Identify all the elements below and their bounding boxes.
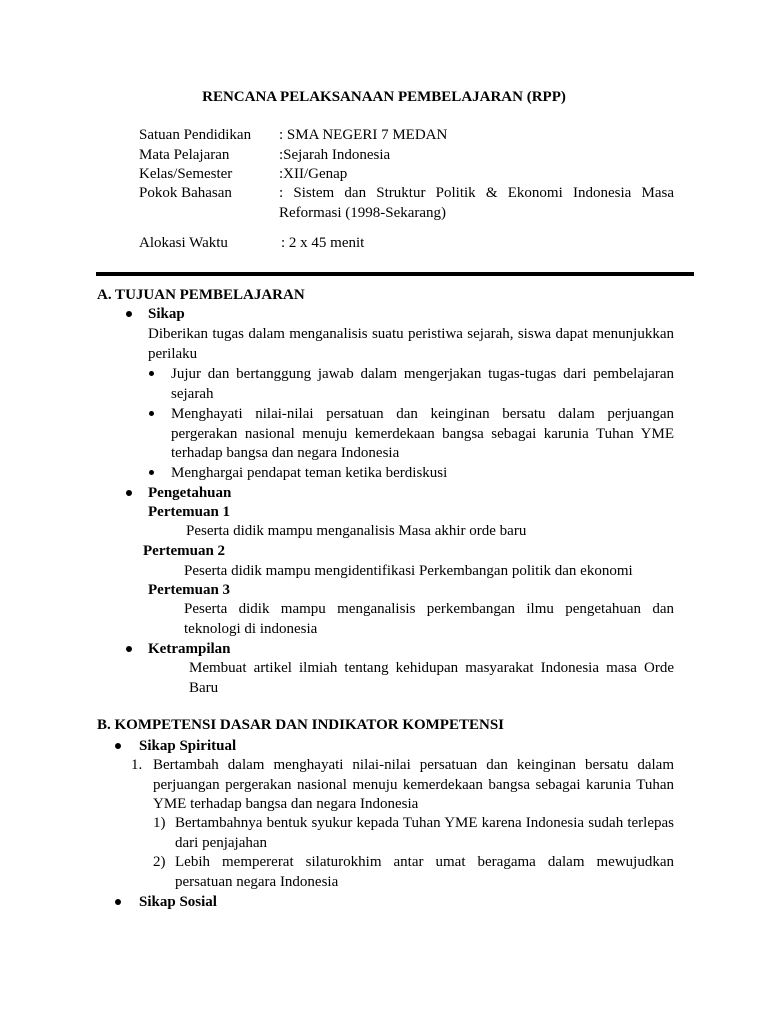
bullet-icon [149, 470, 154, 475]
identity-pokok-label: Pokok Bahasan [139, 185, 232, 201]
pertemuan-3-label: Pertemuan 3 [148, 582, 231, 598]
list-number: 2) [153, 854, 166, 870]
sikap-item: Jujur dan bertanggung jawab dalam mengerjakan tugas-tugas dari pembelajaran sejarah [171, 366, 674, 402]
identity-kelas-label: Kelas/Semester [139, 166, 233, 182]
indicator-text: Bertambahnya bentuk syukur kepada Tuhan YME karena Indonesia sudah terlepas dari penjajahan [175, 815, 674, 851]
list-number: 1) [153, 815, 166, 831]
bullet-icon [126, 311, 132, 317]
spiritual-item-text: Bertambah dalam menghayati nilai-nilai persatuan dan keinginan bersatu dalam perjuangan pergerakan nasional menuju kemerdekaan bangsa sebagai karunia Tuhan YME terhadap bangsa dan negara Indonesia [153, 757, 674, 812]
sikap-label: Sikap [148, 306, 185, 322]
bullet-icon [126, 490, 132, 496]
identity-satuan-value: : SMA NEGERI 7 MEDAN [279, 127, 448, 143]
pertemuan-2-label: Pertemuan 2 [143, 543, 226, 559]
sikap-intro: Diberikan tugas dalam menganalisis suatu peristiwa sejarah, siswa dapat menunjukkan perilaku [148, 326, 674, 362]
section-a-heading: A. TUJUAN PEMBELAJARAN [97, 287, 305, 303]
sikap-spiritual-label: Sikap Spiritual [139, 738, 237, 754]
sikap-item: Menghargai pendapat teman ketika berdiskusi [171, 465, 448, 481]
pengetahuan-label: Pengetahuan [148, 485, 232, 501]
bullet-icon [115, 743, 121, 749]
identity-mapel-value: :Sejarah Indonesia [279, 147, 391, 163]
bullet-icon [149, 411, 154, 416]
sikap-sosial-label: Sikap Sosial [139, 894, 217, 910]
identity-mapel-label: Mata Pelajaran [139, 147, 230, 163]
pertemuan-2-text: Peserta didik mampu mengidentifikasi Perkembangan politik dan ekonomi [184, 563, 633, 579]
sikap-item: Menghayati nilai-nilai persatuan dan keinginan bersatu dalam perjuangan pergerakan nasional menuju kemerdekaan bangsa sebagai karunia Tuhan YME terhadap bangsa dan negara Indonesia [171, 406, 674, 461]
bullet-icon [115, 899, 121, 905]
bullet-icon [126, 646, 132, 652]
identity-kelas-value: :XII/Genap [279, 166, 348, 182]
list-number: 1. [131, 757, 143, 773]
pertemuan-3-text: Peserta didik mampu menganalisis perkembangan ilmu pengetahuan dan teknologi di indonesia [184, 601, 674, 637]
bullet-icon [149, 371, 154, 376]
pertemuan-1-label: Pertemuan 1 [148, 504, 231, 520]
identity-pokok-value: : Sistem dan Struktur Politik & Ekonomi Indonesia Masa Reformasi (1998-Sekarang) [279, 185, 674, 221]
section-b-heading: B. KOMPETENSI DASAR DAN INDIKATOR KOMPETENSI [97, 717, 504, 733]
ketrampilan-label: Ketrampilan [148, 641, 231, 657]
identity-alokasi-value: : 2 x 45 menit [281, 235, 365, 251]
divider-line [96, 272, 694, 276]
identity-alokasi-label: Alokasi Waktu [139, 235, 228, 251]
indicator-text: Lebih mempererat silaturokhim antar umat beragama dalam mewujudkan persatuan negara Indonesia [175, 854, 674, 890]
ketrampilan-text: Membuat artikel ilmiah tentang kehidupan masyarakat Indonesia masa Orde Baru [189, 660, 674, 696]
pertemuan-1-text: Peserta didik mampu menganalisis Masa akhir orde baru [186, 523, 527, 539]
identity-satuan-label: Satuan Pendidikan [139, 127, 252, 143]
document-title: RENCANA PELAKSANAAN PEMBELAJARAN (RPP) [202, 89, 566, 105]
